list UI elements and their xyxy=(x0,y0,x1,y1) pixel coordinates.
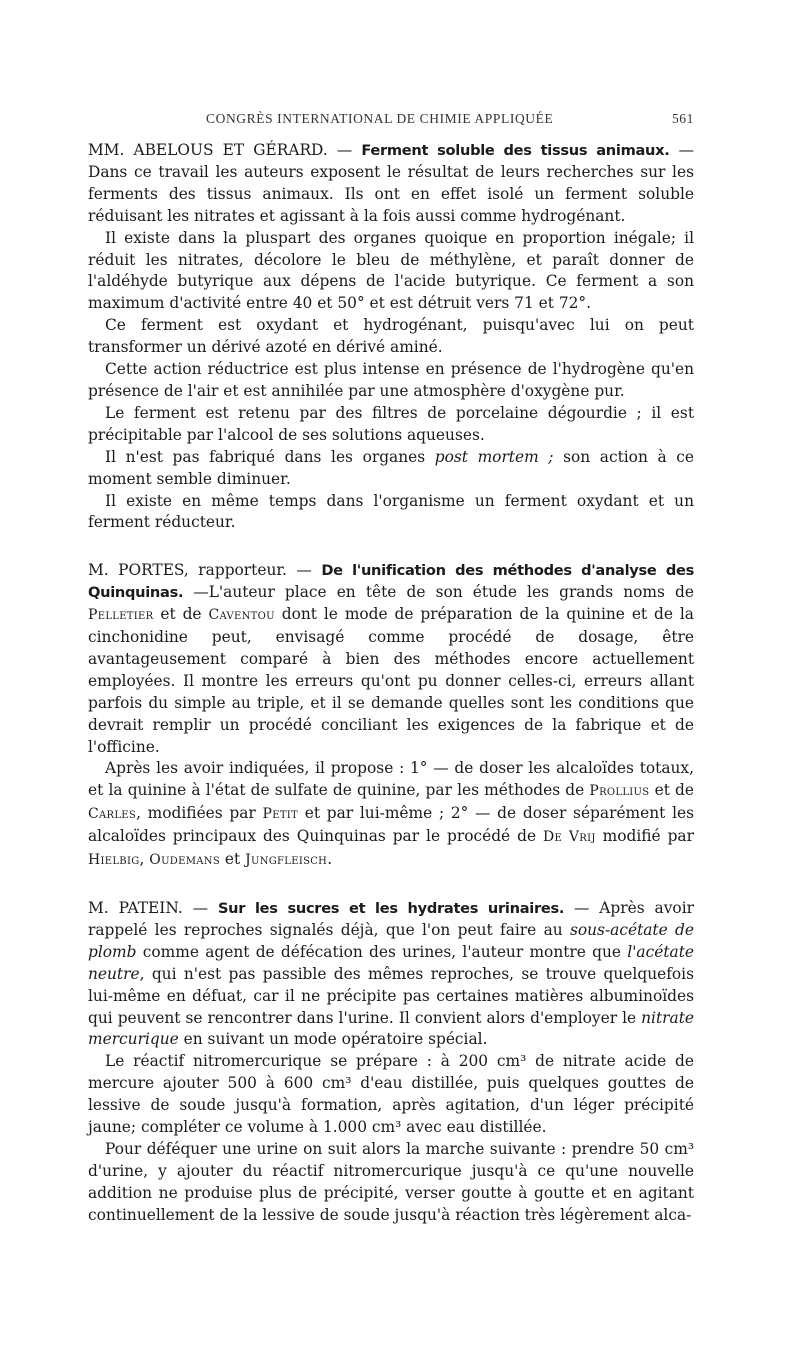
author-name: Carles xyxy=(88,806,137,823)
section-author: M. PORTES, rapporteur. — xyxy=(88,561,312,580)
paragraph: Le réactif nitromercurique se prépare : à 200 cm³ de nitrate acide de mercure ajouter 500 à 600 cm³ d'eau distillée, puis quelques gouttes de lessive de soude jusqu'à formation, après agitation, d'un léger précipité jaune; compléter ce volume à 1.000 cm³ avec eau distillée. xyxy=(88,1052,694,1137)
section-title: Sur les sucres et les hydrates urinaires. xyxy=(217,900,565,917)
author-name: Prollius xyxy=(589,783,650,800)
author-name: Hielbig xyxy=(88,852,140,869)
author-name: Petit xyxy=(262,806,299,823)
author-name: De Vrij xyxy=(542,829,596,846)
author-name: Jungfleisch xyxy=(245,852,328,869)
section-title: De l'unification des méthodes d'analyse des Quinquinas. xyxy=(88,562,694,602)
section-author: MM. ABELOUS ET GÉRARD. — xyxy=(88,141,353,159)
paragraph: Le ferment est retenu par des filtres de porcelaine dégourdie ; il est précipitable par l'alcool de ses solutions aqueuses. xyxy=(88,403,694,444)
section-portes xyxy=(88,560,694,872)
author-name: Pelletier xyxy=(88,607,154,624)
header-title: CONGRÈS INTERNATIONAL DE CHIMIE APPLIQUÉE xyxy=(206,111,554,126)
section-author: M. PATEIN. — xyxy=(88,899,209,917)
paragraph: Il existe en même temps dans l'organisme un ferment oxydant et un ferment réducteur. xyxy=(88,491,694,532)
paragraph: Après les avoir indiquées, il propose : 1° — de doser les alcaloïdes totaux, et la quinine à l'état de sulfate de quinine, par les méthodes de Prollius et de Carles, modifiées par Petit et par lui-même ; 2° — de doser séparément les alcaloïdes principaux des Quinquinas par le procédé de De Vrij modifié par Hielbig, Oudemans et Jungfleisch. xyxy=(88,759,694,869)
paragraph: Il existe dans la pluspart des organes quoique en proportion inégale; il réduit les nitrates, décolore le bleu de méthylène, et paraît donner de l'aldéhyde butyrique aux dépens de l'acide butyrique. Ce ferment a son maximum d'activité entre 40 et 50° et est détruit vers 71 et 72°. xyxy=(88,228,694,313)
paragraph: Cette action réductrice est plus intense en présence de l'hydrogène qu'en présence de l'air et est annihilée par une atmosphère d'oxygène pur. xyxy=(88,360,694,400)
author-name: Oudemans xyxy=(149,852,220,869)
page-number: 561 xyxy=(671,111,694,126)
author-name: Caventou xyxy=(208,607,275,624)
paragraph: M. PATEIN. — Sur les sucres et les hydrates urinaires. — Après avoir rappelé les reproches signalés déjà, que l'on peut faire au sous-acétate de plomb comme agent de défécation des urines, l'auteur montre que l'acétate neutre, qui n'est pas passible des mêmes reproches, se trouve quelquefois lui-même en défuat, car il ne précipite pas certaines matières albuminoïdes qui peuvent se rencontrer dans l'urine. Il convient alors d'employer le nitrate mercurique en suivant un mode opératoire spécial. xyxy=(88,899,694,1049)
body-text xyxy=(88,140,694,1227)
paragraph: Ce ferment est oxydant et hydrogénant, puisqu'avec lui on peut transformer un dérivé azoté en dérivé aminé. xyxy=(88,316,694,357)
section-title: Ferment soluble des tissus animaux. xyxy=(361,142,670,159)
section-abelous-gerard xyxy=(88,140,694,534)
paragraph: Il n'est pas fabriqué dans les organes post mortem ; son action à ce moment semble diminuer. xyxy=(88,447,694,488)
paragraph: MM. ABELOUS ET GÉRARD. — Ferment soluble des tissus animaux. — Dans ce travail les auteurs exposent le résultat de leurs recherches sur les ferments des tissus animaux. Ils ont en effet isolé un ferment soluble réduisant les nitrates et agissant à la fois aussi comme hydrogénant. xyxy=(88,141,694,225)
paragraph: Pour déféquer une urine on suit alors la marche suivante : prendre 50 cm³ d'urine, y ajouter du réactif nitromercurique jusqu'à ce qu'une nouvelle addition ne produise plus de précipité, verser goutte à goutte et en agitant continuellement de la lessive de soude jusqu'à réaction très légèrement alca- xyxy=(88,1139,694,1224)
paragraph: M. PORTES, rapporteur. — De l'unification des méthodes d'analyse des Quinquinas. —L'auteur place en tête de son étude les grands noms de Pelletier et de Caventou dont le mode de préparation de la quinine et de la cinchonidine peut, envisagé comme procédé de dosage, être avantageusement comparé à bien des méthodes encore actuellement employées. Il montre les erreurs qu'ont pu donner celles-ci, erreurs allant parfois du simple au triple, et il se demande quelles sont les conditions que devrait remplir un procédé conciliant les exigences de la fabrique et de l'officine. xyxy=(88,561,694,756)
section-patein xyxy=(88,898,694,1227)
